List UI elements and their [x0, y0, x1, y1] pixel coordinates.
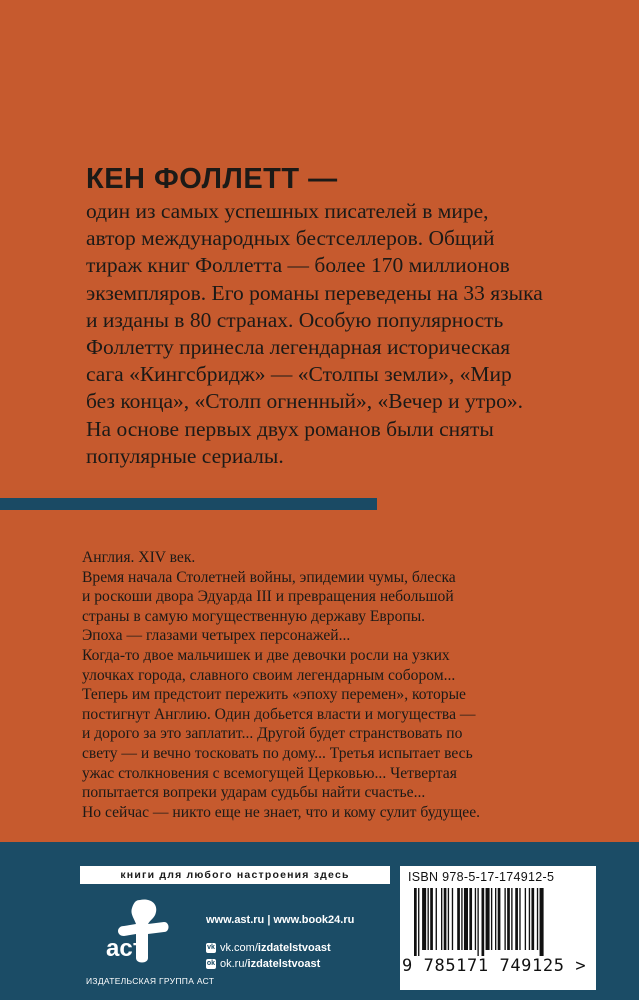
barcode-digits: 9 785171 749125 >: [402, 956, 587, 976]
publisher-footer: [0, 842, 639, 1000]
synopsis-line: Теперь им предстоит пережить «эпоху перемен», которые: [82, 686, 466, 704]
book-synopsis: [82, 548, 602, 822]
author-bio: [86, 160, 606, 470]
social-vk-handle: izdatelstvoast: [257, 942, 331, 954]
social-vk[interactable]: [206, 940, 354, 956]
synopsis-line: Англия. XIV век.: [82, 549, 196, 566]
vk-icon: vk: [207, 944, 215, 951]
bio-line: и изданы в 80 странах. Особую популярность: [86, 307, 504, 332]
synopsis-line: и дорого за это заплатит... Другой будет странствовать по: [82, 725, 463, 743]
bio-line: экземпляров. Его романы переведены на 33 языка: [86, 280, 543, 305]
bio-line: На основе первых двух романов были сняты: [86, 416, 494, 441]
bio-line: один из самых успешных писателей в мире,: [86, 199, 489, 223]
bio-line: автор международных бестселлеров. Общий: [86, 226, 495, 251]
synopsis-line: попытается вопреки ударам судьбы найти счастье...: [82, 784, 426, 802]
synopsis-line: Эпоха — глазами четырех персонажей...: [82, 627, 351, 645]
synopsis-line: страны в самую могущественную державу Европы.: [82, 607, 426, 625]
tagline: книги для любого настроения здесь: [80, 866, 390, 884]
bio-line: тираж книг Фоллетта — более 170 миллионов: [86, 253, 510, 278]
bio-line: без конца», «Столп огненный», «Вечер и утро».: [86, 389, 524, 414]
divider-bar: [0, 498, 377, 510]
publisher-links: [206, 914, 354, 972]
social-ok-prefix: ok.ru/: [220, 958, 248, 970]
author-bio-text: [86, 198, 606, 470]
author-name: КЕН ФОЛЛЕТТ —: [86, 163, 338, 195]
ast-logo-icon: [102, 898, 172, 966]
synopsis-line: ужас столкновения с всемогущей Церковью... Четвертая: [82, 764, 457, 782]
synopsis-line: улочках города, славного своим легендарным собором...: [82, 666, 456, 684]
website-links[interactable]: www.ast.ru | www.book24.ru: [206, 914, 355, 926]
social-ok-handle: izdatelstvoast: [247, 958, 321, 970]
synopsis-line: и роскоши двора Эдуарда III и превращения небольшой: [82, 588, 454, 606]
barcode-panel: [400, 866, 596, 990]
social-vk-prefix: vk.com/: [220, 942, 258, 954]
ok-icon: ok: [206, 960, 216, 967]
synopsis-line: Но сейчас — никто еще не знает, что и кому сулит будущее.: [82, 803, 481, 821]
publisher-caption: ИЗДАТЕЛЬСКАЯ ГРУППА АСТ: [86, 976, 215, 986]
barcode-icon: [408, 888, 588, 956]
bio-line: популярные сериалы.: [86, 443, 284, 468]
synopsis-line: свету — и вечно тосковать по дому... Третья испытает весь: [82, 744, 473, 762]
synopsis-line: Время начала Столетней войны, эпидемии чумы, блеска: [82, 568, 456, 586]
social-ok[interactable]: [206, 956, 354, 972]
bio-line: Фоллетту принесла легендарная историческая: [86, 335, 511, 360]
synopsis-line: постигнут Англию. Один добьется власти и могущества —: [82, 705, 476, 723]
bio-line: сага «Кингсбридж» — «Столпы земли», «Мир: [86, 362, 512, 387]
isbn: ISBN 978-5-17-174912-5: [408, 870, 555, 884]
synopsis-line: Когда-то двое мальчишек и две девочки росли на узких: [82, 646, 450, 664]
ast-logo-text: аст: [106, 935, 145, 962]
